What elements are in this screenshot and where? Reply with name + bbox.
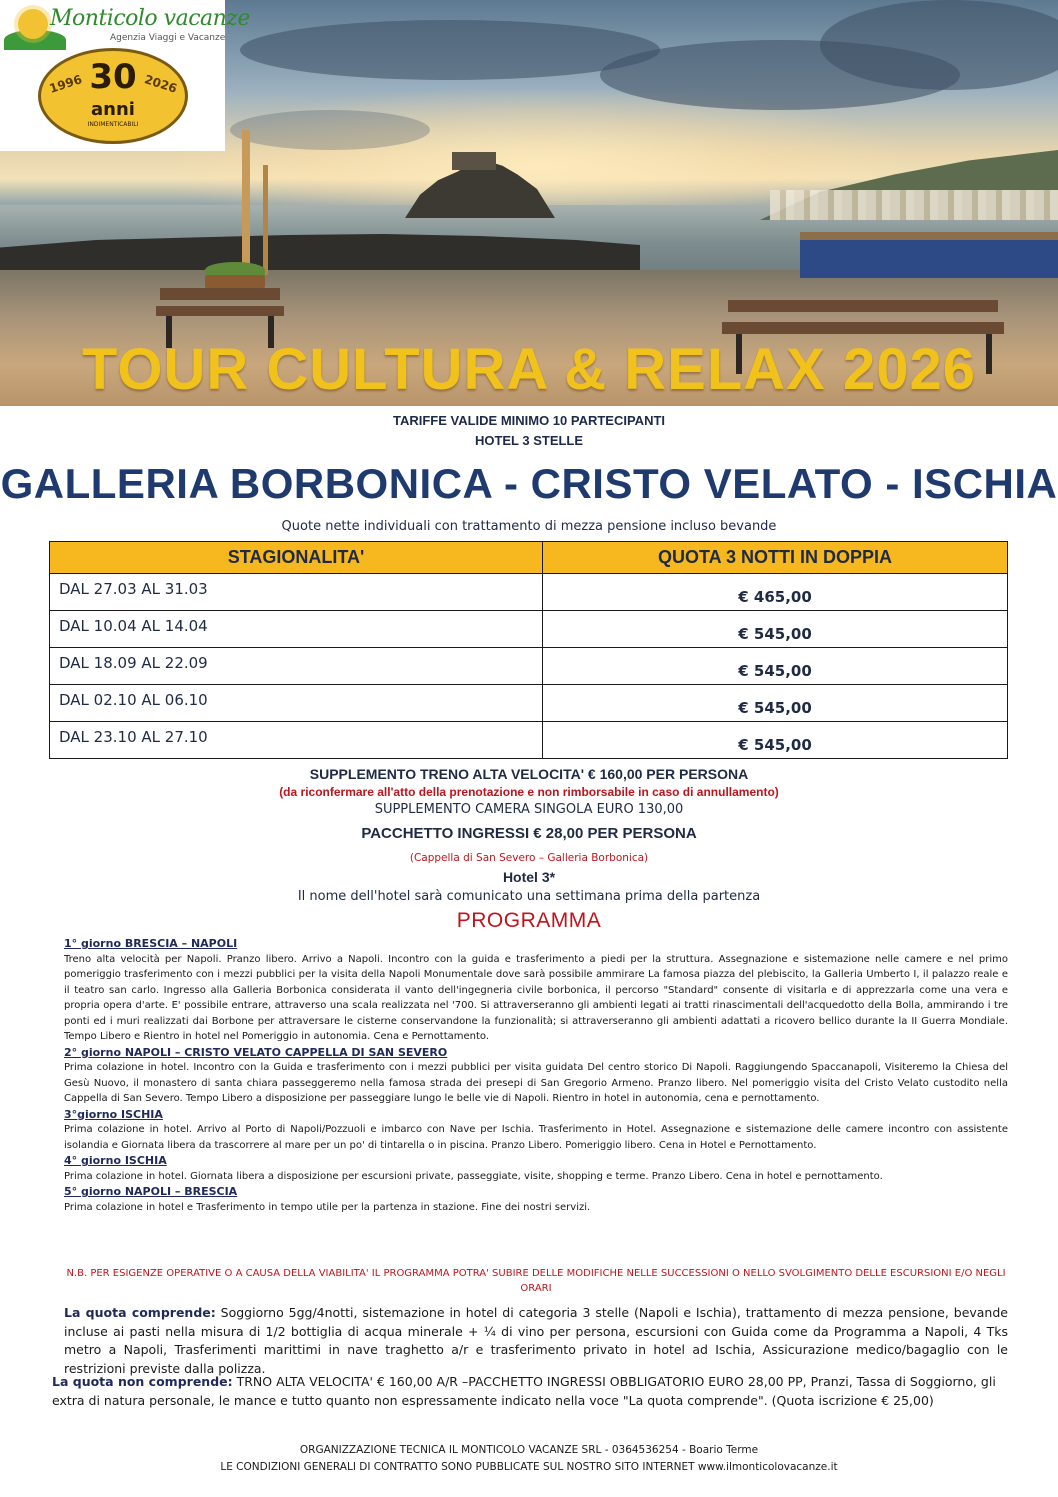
excludes-label: La quota non comprende: (52, 1374, 233, 1389)
price-cell: € 465,00 (543, 574, 1008, 611)
min-participants: TARIFFE VALIDE MINIMO 10 PARTECIPANTI (392, 413, 666, 428)
entrance-package-note: (Cappella di San Severo – Galleria Borbonica) (409, 852, 649, 864)
bench (728, 300, 998, 312)
includes-text: Soggiorno 5gg/4notti, sistemazione in hotel di categoria 3 stelle (Napoli e Ischia), trattamento di mezza pensione, bevande incluse ai pasti nella misura di 1/2 bottiglia di acqua minerale + ¼ di vino per persona, escursioni con Guida come da Programma a Napoli, 4 Tks metro a Napoli, Trasferimenti marittimi in nave traghetto a/r e trasferimento privato in hotel ad Ischia, Assicurazione medico/bagaglio con le restrizioni previste dalla polizza. (64, 1305, 1008, 1376)
period-cell: DAL 27.03 AL 31.03 (50, 574, 543, 611)
badge-number: 30 (89, 57, 137, 97)
period-cell: DAL 02.10 AL 06.10 (50, 685, 543, 722)
price-table (49, 541, 1008, 759)
table-row (50, 722, 1008, 759)
day-description: Prima colazione in hotel. Giornata libera a disposizione per escursioni private, passeggiate, visite, shopping e terme. Pranzo Libero. Cena in hotel e pernottamento. (64, 1170, 883, 1182)
price-cell: € 545,00 (543, 611, 1008, 648)
programma-heading: PROGRAMMA (456, 909, 602, 932)
badge-year-end: 2026 (142, 72, 179, 96)
badge-anni: anni (91, 99, 135, 120)
train-supplement-note: (da riconfermare all'atto della prenotazione e non rimborsabile in caso di annullamento) (279, 785, 779, 799)
planter (205, 275, 265, 289)
cloud (240, 20, 660, 80)
bench (156, 306, 284, 316)
table-header-row (50, 542, 1008, 574)
bench (160, 288, 280, 300)
price-cell: € 545,00 (543, 648, 1008, 685)
day-title: 2° giorno NAPOLI – CRISTO VELATO CAPPELLA DI SAN SEVERO (64, 1045, 448, 1059)
castle (452, 152, 496, 170)
period-cell: DAL 23.10 AL 27.10 (50, 722, 543, 759)
excludes-text: TRNO ALTA VELOCITA' € 160,00 A/R –PACCHETTO INGRESSI OBBLIGATORIO EURO 28,00 PP, Pranzi, Tassa di Soggiorno, gli extra di natura personale, le mance e tutto quanto non espressamente indicato nella voce "La quota comprende". (Quota iscrizione € 25,00) (52, 1374, 996, 1408)
day-title: 4° giorno ISCHIA (64, 1154, 167, 1167)
agency-logo[interactable] (0, 0, 250, 151)
day-title: 5° giorno NAPOLI – BRESCIA (64, 1185, 238, 1198)
quota-comprende (64, 1304, 1008, 1378)
day-title: 1° giorno BRESCIA – NAPOLI (64, 937, 238, 950)
tour-title: GALLERIA BORBONICA - CRISTO VELATO - ISCHIA (0, 460, 1058, 507)
hotel-note: Il nome dell'hotel sarà comunicato una settimana prima della partenza (297, 889, 761, 904)
anniversary-badge (38, 48, 188, 144)
footer-conditions[interactable]: LE CONDIZIONI GENERALI DI CONTRATTO SONO PUBBLICATE SUL NOSTRO SITO INTERNET www.ilmonticolovacanze.it (220, 1461, 838, 1473)
table-row (50, 648, 1008, 685)
train-supplement: SUPPLEMENTO TRENO ALTA VELOCITA' € 160,00 PER PERSONA (309, 766, 749, 782)
table-row (50, 685, 1008, 722)
badge-tagline: INDIMENTICABILI (87, 121, 139, 128)
period-cell: DAL 10.04 AL 14.04 (50, 611, 543, 648)
col-header-season: STAGIONALITA' (50, 542, 543, 574)
day-description: Prima colazione in hotel. Incontro con la Guida e trasferimento con i mezzi pubblici per visita guidata Del centro storico Di Napoli. Raggiungendo Spaccanapoli, Visiteremo la Chiesa del Gesù Nuovo, il monastero di santa chiara passeggeremo nella famosa strada dei presepi di San Gregorio Armeno. Pranzo libero. Nel pomeriggio visita del Cristo Velato custodito nella Cappella di San Severo. Tempo Libero a disposizione per passeggiare lungo le belle vie di Napoli. Rientro in hotel in autonomia, cena e pernottamento. (64, 1062, 1008, 1104)
nb-notice: N.B. PER ESIGENZE OPERATIVE O A CAUSA DELLA VIABILITA' IL PROGRAMMA POTRA' SUBIRE DELLE MODIFICHE NELLE SUCCESSIONI O NELLO SVOLGIMENTO DELLE ESCURSIONI E/O NEGLI ORARI (66, 1268, 1006, 1294)
hotel-category: HOTEL 3 STELLE (474, 433, 584, 448)
day-description: Treno alta velocità per Napoli. Pranzo libero. Arrivo a Napoli. Incontro con la guida e trasferimento a piedi per la struttura. Assegnazione e sistemazione nelle camere e nel primo pomeriggio trasferimento con i mezzi pubblici per la visita della Napoli Monumentale dove sarà possibile ammirare La famosa piazza del plebiscito, la Galleria Umberto I, il palazzo reale e il teatro san carlo. Ingresso alla Galleria Borbonica considerata il vanto dell'ingegneria civile borbonica, il percorso "Standard" consente di visitarla e di apprezzarla come una vera e propria opera d'arte. E' possibile entrare, attraverso una scala realizzata nel '700. Si attraverseranno gli ambienti legati ai tratti rinascimentali dell'acquedotto della Bolla, ammirando i tre ponti ed i muri realizzati dai Borbone per attraversare le cisterne conservandone la funzionalità; si attraverseranno gli ambienti adattati a ricovero bellico durante la II Guerra Mondiale. Tempo Libero e Rientro in hotel nel Pomeriggio in autonomia. Cena e Pernottamento. (64, 953, 1008, 1042)
hotel-stars: Hotel 3* (502, 869, 556, 885)
town (770, 190, 1058, 220)
quota-non-comprende (52, 1373, 1008, 1410)
bench (722, 322, 1004, 334)
pier (800, 240, 1058, 278)
day-description: Prima colazione in hotel e Trasferimento in tempo utile per la partenza in stazione. Fine dei nostri servizi. (64, 1201, 591, 1213)
logo-brand: Monticolo vacanze (50, 6, 250, 31)
entrance-package: PACCHETTO INGRESSI € 28,00 PER PERSONA (361, 825, 697, 842)
table-row (50, 611, 1008, 648)
program-list (64, 936, 1008, 1215)
footer-organization: ORGANIZZAZIONE TECNICA IL MONTICOLO VACANZE SRL - 0364536254 - Boario Terme (299, 1444, 759, 1456)
badge-year-start: 1996 (47, 72, 84, 96)
cloud (230, 110, 430, 150)
sun-icon (18, 9, 48, 39)
mast (242, 130, 250, 280)
logo-subtitle: Agenzia Viaggi e Vacanze (110, 33, 226, 43)
price-cell: € 545,00 (543, 722, 1008, 759)
mast (263, 165, 268, 275)
quote-note: Quote nette individuali con trattamento di mezza pensione incluso bevande (281, 519, 777, 534)
table-row (50, 574, 1008, 611)
includes-label: La quota comprende: (64, 1305, 216, 1320)
period-cell: DAL 18.09 AL 22.09 (50, 648, 543, 685)
col-header-price: QUOTA 3 NOTTI IN DOPPIA (543, 542, 1008, 574)
day-description: Prima colazione in hotel. Arrivo al Porto di Napoli/Pozzuoli e imbarco con Nave per Ischia. Trasferimento in Hotel. Assegnazione e sistemazione delle camere incontro con assistente isolandia e Giornata libera da trascorrere al mare per un po' di tintarella o in piscina. Pranzo Libero. Pomeriggio libero. Cena in Hotel e Pernottamento. (64, 1124, 1008, 1151)
price-cell: € 545,00 (543, 685, 1008, 722)
hero-title: TOUR CULTURA & RELAX 2026 (81, 337, 977, 402)
day-title: 3°giorno ISCHIA (64, 1107, 163, 1121)
single-room-supplement: SUPPLEMENTO CAMERA SINGOLA EURO 130,00 (374, 802, 684, 817)
